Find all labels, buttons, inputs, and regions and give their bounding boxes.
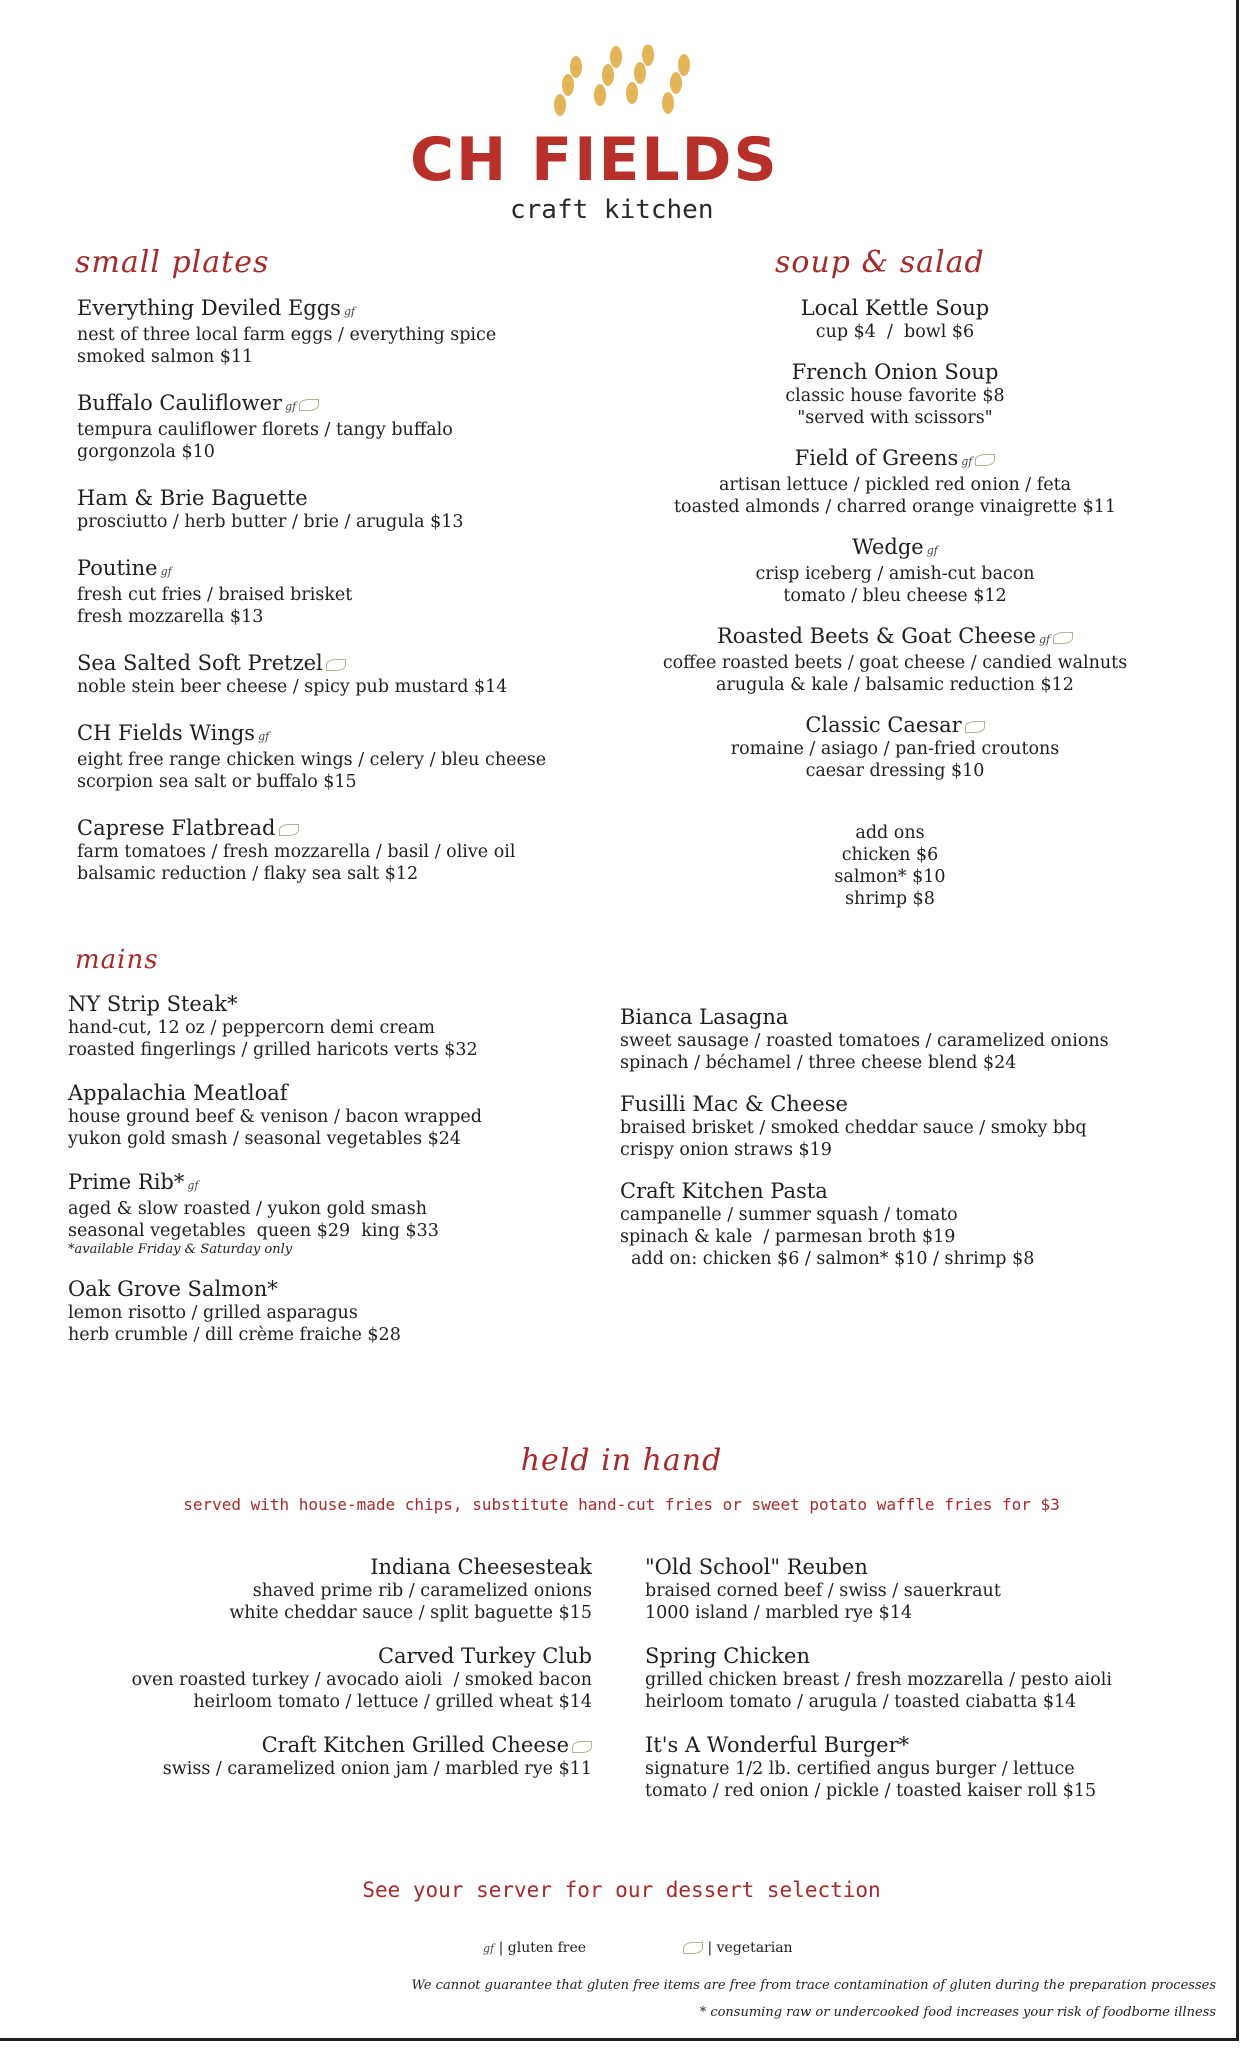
menu-item-description: fresh mozzarella $13 — [77, 607, 264, 627]
menu-item-title: Craft Kitchen Grilled Cheese — [261, 1733, 569, 1757]
menu-item-title: It's A Wonderful Burger* — [645, 1733, 910, 1757]
menu-item-title: Ham & Brie Baguette — [77, 486, 308, 510]
menu-item-description: braised corned beef / swiss / sauerkraut — [645, 1581, 1001, 1601]
menu-item-description: scorpion sea salt or buffalo $15 — [77, 772, 357, 792]
menu-item — [77, 816, 637, 885]
logo — [400, 45, 840, 240]
held-in-hand-left-list — [40, 1555, 592, 1800]
menu-item-description: noble stein beer cheese / spicy pub mustard $14 — [77, 677, 508, 697]
menu-item-name — [68, 992, 608, 1017]
menu-item-description: shaved prime rib / caramelized onions — [252, 1581, 592, 1601]
addon-line: shrimp $8 — [845, 889, 935, 909]
menu-item-title: Spring Chicken — [645, 1644, 810, 1668]
legend-veg: | vegetarian — [680, 1940, 793, 1956]
menu-item-title: Fusilli Mac & Cheese — [620, 1092, 848, 1116]
menu-item — [620, 624, 1170, 696]
menu-item-title: Craft Kitchen Pasta — [620, 1179, 828, 1203]
menu-item-name — [645, 1555, 1225, 1580]
menu-item-name — [620, 446, 1170, 474]
menu-item-description: swiss / caramelized onion jam / marbled rye $11 — [162, 1759, 592, 1779]
mains-heading: mains — [75, 945, 159, 975]
legend-gluten-free: gluten free — [507, 1940, 587, 1956]
menu-item-name — [620, 624, 1170, 652]
menu-item-description: add on: chicken $6 / salmon* $10 / shrimp $8 — [620, 1249, 1035, 1269]
gluten-free-icon: gf — [285, 400, 297, 413]
gluten-free-icon: gf — [483, 1942, 495, 1955]
gluten-free-icon: gf — [926, 544, 938, 557]
held-in-hand-subtitle: served with house-made chips, substitute hand-cut fries or sweet potato waffle fries for $3 — [183, 1495, 1060, 1514]
menu-item — [68, 992, 608, 1061]
menu-item-description: roasted fingerlings / grilled haricots verts $32 — [68, 1040, 478, 1060]
menu-item-name — [68, 1170, 608, 1198]
vegetarian-icon — [279, 824, 299, 836]
menu-item-description: spinach & kale / parmesan broth $19 — [620, 1227, 956, 1247]
menu-item-name — [77, 651, 637, 676]
menu-item-title: Poutine — [77, 556, 158, 580]
menu-item-description: tomato / red onion / pickle / toasted kaiser roll $15 — [645, 1781, 1097, 1801]
menu-item-description: nest of three local farm eggs / everything spice — [77, 325, 497, 345]
menu-item-description: tempura cauliflower florets / tangy buffalo — [77, 420, 453, 440]
menu-item — [645, 1733, 1225, 1802]
menu-item-description: prosciutto / herb butter / brie / arugula $13 — [77, 512, 464, 532]
menu-item — [620, 360, 1170, 429]
vegetarian-icon — [299, 399, 319, 411]
menu-item-name — [40, 1733, 592, 1758]
menu-item-description: smoked salmon $11 — [77, 347, 254, 367]
menu-item-description: yukon gold smash / seasonal vegetables $24 — [68, 1129, 462, 1149]
menu-item-description: heirloom tomato / lettuce / grilled wheat $14 — [193, 1692, 592, 1712]
menu-item-description: aged & slow roasted / yukon gold smash — [68, 1199, 427, 1219]
menu-item-title: Carved Turkey Club — [377, 1644, 592, 1668]
menu-item — [620, 535, 1170, 607]
menu-item-title: "Old School" Reuben — [645, 1555, 868, 1579]
mains-right-list — [620, 1005, 1200, 1288]
menu-item — [40, 1733, 592, 1780]
menu-item-title: Field of Greens — [794, 446, 959, 470]
menu-item — [645, 1555, 1225, 1624]
menu-item-name — [620, 296, 1170, 321]
menu-item-description: "served with scissors" — [797, 408, 993, 428]
menu-item — [77, 651, 637, 698]
menu-item-title: CH Fields Wings — [77, 721, 256, 745]
menu-item-title: Indiana Cheesesteak — [370, 1555, 592, 1579]
soup-salad-list — [620, 296, 1170, 799]
menu-item — [40, 1644, 592, 1713]
menu-item-description: house ground beef & venison / bacon wrapped — [68, 1107, 482, 1127]
gluten-free-icon: gf — [961, 455, 973, 468]
menu-item-title: Local Kettle Soup — [800, 296, 990, 320]
menu-item-description: gorgonzola $10 — [77, 442, 215, 462]
small-plates-heading: small plates — [75, 245, 270, 280]
mains-left-list — [68, 992, 608, 1366]
brand-name: CH FIELDS — [410, 125, 779, 195]
menu-item-description: white cheddar sauce / split baguette $15 — [229, 1603, 592, 1623]
menu-item-description: grilled chicken breast / fresh mozzarella / pesto aioli — [645, 1670, 1112, 1690]
menu-item-description: toasted almonds / charred orange vinaigrette $11 — [674, 497, 1116, 517]
vegetarian-icon — [683, 1942, 703, 1954]
gluten-free-icon: gf — [343, 305, 356, 318]
gluten-disclaimer: We cannot guarantee that gluten free items are free from trace contamination of gluten during the preparation processes — [411, 1978, 1216, 1993]
soup-salad-heading: soup & salad — [775, 245, 985, 280]
menu-item — [40, 1555, 592, 1624]
raw-food-warning: * consuming raw or undercooked food increases your risk of foodborne illness — [699, 2005, 1216, 2020]
menu-item-name — [68, 1081, 608, 1106]
menu-item — [620, 713, 1170, 782]
menu-item-description: coffee roasted beets / goat cheese / candied walnuts — [662, 653, 1128, 673]
menu-item-name — [620, 1092, 1200, 1117]
menu-item-name — [620, 535, 1170, 563]
addon-line: add ons — [855, 823, 925, 843]
menu-item-description: seasonal vegetables queen $29 king $33 — [68, 1221, 439, 1241]
menu-item-description: romaine / asiago / pan-fried croutons — [730, 739, 1060, 759]
gluten-free-icon: gf — [1038, 633, 1051, 646]
menu-item-name — [40, 1555, 592, 1580]
menu-item — [645, 1644, 1225, 1713]
menu-item-description: signature 1/2 lb. certified angus burger / lettuce — [645, 1759, 1075, 1779]
gluten-free-icon: gf — [160, 565, 172, 578]
brand-tagline: craft kitchen — [510, 195, 714, 225]
menu-item-name — [620, 360, 1170, 385]
menu-item-name — [77, 486, 637, 511]
menu-item-title: NY Strip Steak* — [68, 992, 238, 1016]
menu-item-description: eight free range chicken wings / celery / bleu cheese — [77, 750, 547, 770]
menu-item-description: hand-cut, 12 oz / peppercorn demi cream — [68, 1018, 436, 1038]
vegetarian-icon — [572, 1741, 592, 1753]
menu-item-title: Oak Grove Salmon* — [68, 1277, 278, 1301]
menu-item-name — [620, 1179, 1200, 1204]
menu-item-description: sweet sausage / roasted tomatoes / caramelized onions — [620, 1031, 1109, 1051]
menu-item-name — [77, 816, 637, 841]
menu-item-title: French Onion Soup — [791, 360, 999, 384]
menu-item-name — [620, 1005, 1200, 1030]
menu-item-title: Prime Rib* — [68, 1170, 185, 1194]
menu-item-description: spinach / béchamel / three cheese blend $24 — [620, 1053, 1017, 1073]
menu-item-title: Everything Deviled Eggs — [77, 296, 341, 320]
menu-item-title: Roasted Beets & Goat Cheese — [716, 624, 1036, 648]
menu-item-name — [40, 1644, 592, 1669]
addon-line: chicken $6 — [841, 845, 939, 865]
menu-item-description: herb crumble / dill crème fraiche $28 — [68, 1325, 401, 1345]
menu-item-title: Classic Caesar — [805, 713, 962, 737]
addons-list — [790, 822, 990, 910]
menu-item-description: arugula & kale / balsamic reduction $12 — [716, 675, 1074, 695]
menu-item-description: tomato / bleu cheese $12 — [783, 586, 1007, 606]
menu-item — [77, 486, 637, 533]
menu-item — [68, 1170, 608, 1257]
menu-item-description: artisan lettuce / pickled red onion / feta — [718, 475, 1072, 495]
menu-item-title: Bianca Lasagna — [620, 1005, 789, 1029]
dessert-note: See your server for our dessert selection — [362, 1878, 881, 1902]
menu-item — [620, 1179, 1200, 1270]
menu-item-name — [620, 713, 1170, 738]
menu-item — [620, 296, 1170, 343]
menu-item-description: heirloom tomato / arugula / toasted ciabatta $14 — [645, 1692, 1077, 1712]
addon-line: salmon* $10 — [834, 867, 946, 887]
menu-item — [77, 721, 637, 793]
menu-item-title: Buffalo Cauliflower — [77, 391, 283, 415]
menu-item-name — [68, 1277, 608, 1302]
held-in-hand-right-list — [645, 1555, 1225, 1822]
menu-item-title: Wedge — [852, 535, 924, 559]
menu-item — [68, 1277, 608, 1346]
menu-item-description: lemon risotto / grilled asparagus — [68, 1303, 358, 1323]
vegetarian-icon — [326, 659, 346, 671]
menu-item-name — [77, 556, 637, 584]
menu-item-name — [645, 1733, 1225, 1758]
menu-item — [77, 391, 637, 463]
menu-item-description: balsamic reduction / flaky sea salt $12 — [77, 864, 419, 884]
menu-item-name — [77, 391, 637, 419]
menu-item-title: Sea Salted Soft Pretzel — [77, 651, 323, 675]
menu-item-description: classic house favorite $8 — [785, 386, 1005, 406]
menu-item-name — [77, 721, 637, 749]
menu-item-description: 1000 island / marbled rye $14 — [645, 1603, 913, 1623]
gluten-free-icon: gf — [187, 1179, 199, 1192]
menu-item — [620, 1092, 1200, 1161]
menu-item-note: *available Friday & Saturday only — [68, 1242, 293, 1257]
menu-item — [77, 556, 637, 628]
menu-item-description: caesar dressing $10 — [805, 761, 985, 781]
menu-item-description: farm tomatoes / fresh mozzarella / basil / olive oil — [77, 842, 516, 862]
menu-item-title: Appalachia Meatloaf — [68, 1081, 288, 1105]
gluten-free-icon: gf — [258, 730, 270, 743]
menu-item — [620, 446, 1170, 518]
menu-item — [68, 1081, 608, 1150]
vegetarian-icon — [975, 454, 995, 466]
menu-item-description: fresh cut fries / braised brisket — [77, 585, 353, 605]
menu-item — [77, 296, 637, 368]
menu-item-description: oven roasted turkey / avocado aioli / smoked bacon — [131, 1670, 592, 1690]
legend: gf | gluten free — [483, 1940, 587, 1956]
small-plates-list — [77, 296, 637, 908]
menu-item-description: campanelle / summer squash / tomato — [620, 1205, 958, 1225]
menu-item — [620, 1005, 1200, 1074]
menu-item-description: crispy onion straws $19 — [620, 1140, 832, 1160]
held-in-hand-heading: held in hand — [520, 1443, 723, 1478]
menu-item-name — [645, 1644, 1225, 1669]
menu-item-name — [77, 296, 637, 324]
vegetarian-icon — [1053, 632, 1073, 644]
menu-item-title: Caprese Flatbread — [77, 816, 276, 840]
legend-vegetarian: vegetarian — [716, 1940, 793, 1956]
vegetarian-icon — [965, 721, 985, 733]
menu-item-description: braised brisket / smoked cheddar sauce / smoky bbq — [620, 1118, 1087, 1138]
menu-item-description: crisp iceberg / amish-cut bacon — [755, 564, 1035, 584]
menu-item-description: cup $4 / bowl $6 — [815, 322, 975, 342]
